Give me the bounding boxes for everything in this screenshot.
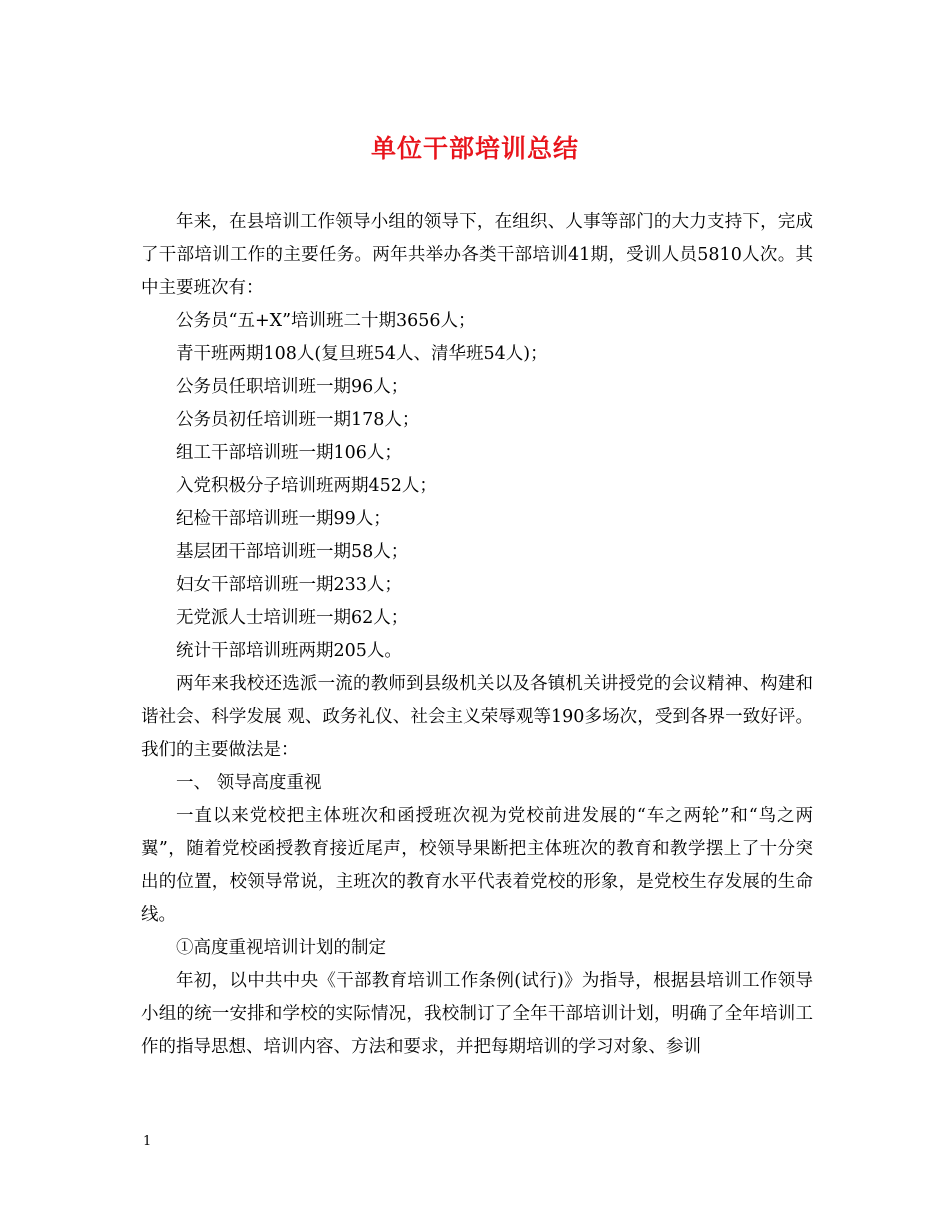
list-item-class: 无党派人士培训班一期62人； (176, 608, 409, 628)
list-item-class: 组工干部培训班一期106人； (176, 443, 402, 463)
list-item-class: 基层团干部培训班一期58人； (176, 542, 409, 562)
paragraph-lectures: 两年来我校还选派一流的教师到县级机关以及各镇机关讲授党的会议精神、构建和谐社会、科学发展 观、政务礼仪、社会主义荣辱观等190多场次，受到各界一致好评。我们的主要做法是： (141, 674, 813, 760)
paragraph-plan: 年初，以中共中央《干部教育培训工作条例(试行)》为指导，根据县培训工作领导小组的统一安排和学校的实际情况，我校制订了全年干部培训计划，明确了全年培训工作的指导思想、培训内容、方法和要求，并把每期培训的学习对象、参训 (141, 971, 813, 1057)
subsection-heading: ①高度重视培训计划的制定 (176, 938, 386, 958)
paragraph-leadership: 一直以来党校把主体班次和函授班次视为党校前进发展的“车之两轮”和“鸟之两翼”，随着党校函授教育接近尾声，校领导果断把主体班次的教育和教学摆上了十分突出的位置，校领导常说，主班次的教育水平代表着党校的形象，是党校生存发展的生命线。 (141, 806, 813, 925)
list-item-class: 公务员初任培训班一期178人； (176, 410, 420, 430)
list-item-class: 公务员“五+X”培训班二十期3656人； (176, 311, 476, 331)
list-item-class: 妇女干部培训班一期233人； (176, 575, 402, 595)
list-item-class: 纪检干部培训班一期99人； (176, 509, 391, 529)
list-item-class: 入党积极分子培训班两期452人； (176, 476, 437, 496)
section-heading: 一、 领导高度重视 (176, 773, 322, 793)
document-body (141, 206, 813, 1064)
list-item-class: 青干班两期108人(复旦班54人、清华班54人)； (176, 344, 548, 364)
page-number: 1 (143, 1134, 152, 1149)
list-item-class: 统计干部培训班两期205人。 (176, 641, 402, 661)
document-title: 单位干部培训总结 (370, 134, 579, 163)
paragraph-intro: 年来，在县培训工作领导小组的领导下，在组织、人事等部门的大力支持下，完成了干部培训工作的主要任务。两年共举办各类干部培训41期，受训人员5810人次。其中主要班次有： (141, 212, 813, 298)
list-item-class: 公务员任职培训班一期96人； (176, 377, 409, 397)
